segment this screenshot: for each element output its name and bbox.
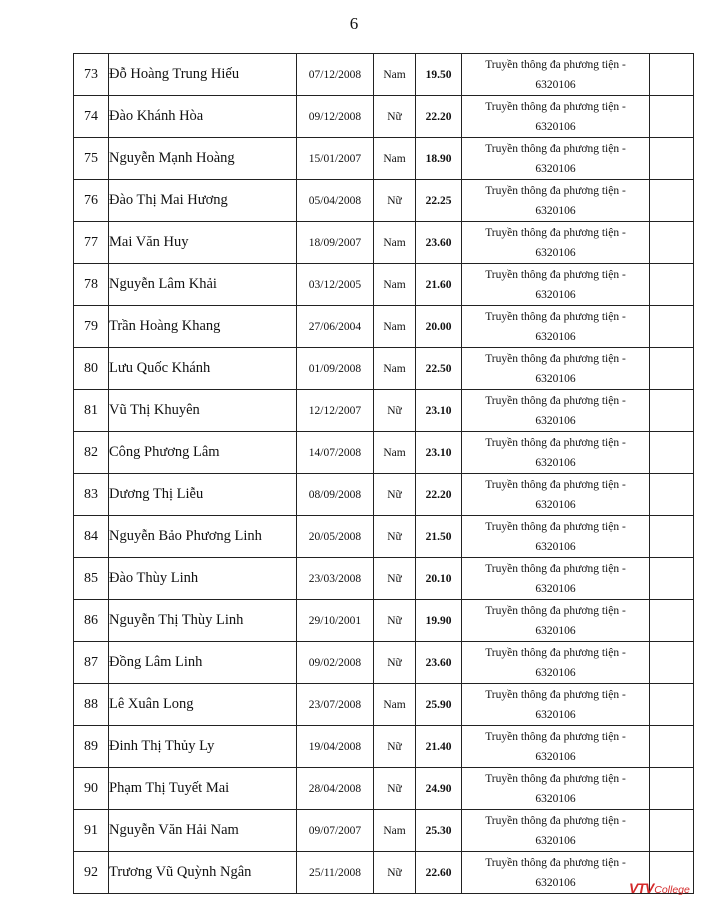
score: 18.90 [416, 138, 462, 180]
major-cell [462, 600, 650, 642]
student-name: Nguyễn Thị Thùy Linh [109, 600, 297, 642]
logo-word: College [654, 884, 690, 896]
major-code: 6320106 [535, 708, 576, 721]
row-number: 76 [74, 180, 109, 222]
note-cell [650, 642, 694, 684]
student-name: Nguyễn Lâm Khải [109, 264, 297, 306]
score: 24.90 [416, 768, 462, 810]
major-name: Truyền thông đa phương tiện - [485, 646, 626, 659]
score: 20.10 [416, 558, 462, 600]
major-name: Truyền thông đa phương tiện - [485, 730, 626, 743]
student-name: Đinh Thị Thủy Ly [109, 726, 297, 768]
date-of-birth: 23/03/2008 [297, 558, 374, 600]
note-cell [650, 810, 694, 852]
score: 21.40 [416, 726, 462, 768]
gender: Nữ [374, 180, 416, 222]
major-code: 6320106 [535, 624, 576, 637]
gender: Nam [374, 348, 416, 390]
row-number: 73 [74, 54, 109, 96]
major-code: 6320106 [535, 288, 576, 301]
major-code: 6320106 [535, 414, 576, 427]
row-number: 86 [74, 600, 109, 642]
major-name: Truyền thông đa phương tiện - [485, 688, 626, 701]
student-name: Đỗ Hoàng Trung Hiếu [109, 54, 297, 96]
row-number: 74 [74, 96, 109, 138]
table-row [74, 180, 694, 222]
date-of-birth: 07/12/2008 [297, 54, 374, 96]
major-cell [462, 852, 650, 894]
score: 21.60 [416, 264, 462, 306]
table-row [74, 432, 694, 474]
date-of-birth: 19/04/2008 [297, 726, 374, 768]
table-row [74, 264, 694, 306]
major-cell [462, 642, 650, 684]
row-number: 85 [74, 558, 109, 600]
major-code: 6320106 [535, 540, 576, 553]
logo-mark: VTV [629, 880, 654, 896]
student-name: Vũ Thị Khuyên [109, 390, 297, 432]
major-name: Truyền thông đa phương tiện - [485, 604, 626, 617]
student-name: Lê Xuân Long [109, 684, 297, 726]
date-of-birth: 09/07/2007 [297, 810, 374, 852]
row-number: 78 [74, 264, 109, 306]
student-name: Nguyễn Mạnh Hoàng [109, 138, 297, 180]
table-row [74, 768, 694, 810]
major-cell [462, 138, 650, 180]
note-cell [650, 348, 694, 390]
vtv-college-logo [629, 880, 690, 896]
note-cell [650, 600, 694, 642]
date-of-birth: 09/12/2008 [297, 96, 374, 138]
score: 25.90 [416, 684, 462, 726]
page-number: 6 [349, 14, 359, 33]
major-name: Truyền thông đa phương tiện - [485, 436, 626, 449]
score: 22.20 [416, 96, 462, 138]
date-of-birth: 03/12/2005 [297, 264, 374, 306]
major-name: Truyền thông đa phương tiện - [485, 268, 626, 281]
gender: Nam [374, 810, 416, 852]
note-cell [650, 54, 694, 96]
major-code: 6320106 [535, 792, 576, 805]
table-row [74, 390, 694, 432]
major-code: 6320106 [535, 78, 576, 91]
major-code: 6320106 [535, 330, 576, 343]
date-of-birth: 18/09/2007 [297, 222, 374, 264]
gender: Nữ [374, 600, 416, 642]
table-row [74, 54, 694, 96]
table-row [74, 810, 694, 852]
note-cell [650, 222, 694, 264]
gender: Nam [374, 306, 416, 348]
note-cell [650, 684, 694, 726]
gender: Nữ [374, 726, 416, 768]
major-name: Truyền thông đa phương tiện - [485, 310, 626, 323]
score: 20.00 [416, 306, 462, 348]
date-of-birth: 14/07/2008 [297, 432, 374, 474]
score: 25.30 [416, 810, 462, 852]
date-of-birth: 28/04/2008 [297, 768, 374, 810]
gender: Nữ [374, 96, 416, 138]
row-number: 81 [74, 390, 109, 432]
row-number: 75 [74, 138, 109, 180]
row-number: 83 [74, 474, 109, 516]
student-name: Phạm Thị Tuyết Mai [109, 768, 297, 810]
major-name: Truyền thông đa phương tiện - [485, 478, 626, 491]
table-row [74, 222, 694, 264]
gender: Nam [374, 684, 416, 726]
major-code: 6320106 [535, 750, 576, 763]
score: 23.10 [416, 432, 462, 474]
date-of-birth: 20/05/2008 [297, 516, 374, 558]
note-cell [650, 264, 694, 306]
table-row [74, 138, 694, 180]
major-cell [462, 306, 650, 348]
row-number: 77 [74, 222, 109, 264]
gender: Nữ [374, 558, 416, 600]
table-row [74, 852, 694, 894]
student-name: Trần Hoàng Khang [109, 306, 297, 348]
major-code: 6320106 [535, 456, 576, 469]
major-cell [462, 810, 650, 852]
gender: Nam [374, 264, 416, 306]
table-row [74, 516, 694, 558]
major-code: 6320106 [535, 246, 576, 259]
major-name: Truyền thông đa phương tiện - [485, 142, 626, 155]
major-name: Truyền thông đa phương tiện - [485, 520, 626, 533]
score: 21.50 [416, 516, 462, 558]
gender: Nữ [374, 474, 416, 516]
major-code: 6320106 [535, 834, 576, 847]
major-cell [462, 348, 650, 390]
row-number: 90 [74, 768, 109, 810]
score: 19.90 [416, 600, 462, 642]
major-cell [462, 684, 650, 726]
row-number: 89 [74, 726, 109, 768]
student-name: Nguyễn Bảo Phương Linh [109, 516, 297, 558]
major-cell [462, 390, 650, 432]
major-name: Truyền thông đa phương tiện - [485, 814, 626, 827]
major-name: Truyền thông đa phương tiện - [485, 58, 626, 71]
row-number: 91 [74, 810, 109, 852]
score: 22.20 [416, 474, 462, 516]
major-code: 6320106 [535, 120, 576, 133]
table-row [74, 474, 694, 516]
table-row [74, 600, 694, 642]
gender: Nữ [374, 516, 416, 558]
major-cell [462, 474, 650, 516]
table-row [74, 642, 694, 684]
student-name: Dương Thị Liễu [109, 474, 297, 516]
score: 23.60 [416, 222, 462, 264]
admission-results-table [73, 53, 694, 894]
major-cell [462, 768, 650, 810]
date-of-birth: 09/02/2008 [297, 642, 374, 684]
gender: Nam [374, 54, 416, 96]
note-cell [650, 474, 694, 516]
gender: Nữ [374, 852, 416, 894]
gender: Nam [374, 138, 416, 180]
major-cell [462, 726, 650, 768]
major-cell [462, 54, 650, 96]
note-cell [650, 768, 694, 810]
note-cell [650, 726, 694, 768]
major-name: Truyền thông đa phương tiện - [485, 772, 626, 785]
table-row [74, 684, 694, 726]
student-name: Đào Khánh Hòa [109, 96, 297, 138]
major-code: 6320106 [535, 498, 576, 511]
table-row [74, 348, 694, 390]
major-name: Truyền thông đa phương tiện - [485, 226, 626, 239]
row-number: 84 [74, 516, 109, 558]
note-cell [650, 180, 694, 222]
major-cell [462, 432, 650, 474]
score: 19.50 [416, 54, 462, 96]
major-cell [462, 558, 650, 600]
score: 22.60 [416, 852, 462, 894]
student-name: Nguyễn Văn Hải Nam [109, 810, 297, 852]
major-name: Truyền thông đa phương tiện - [485, 352, 626, 365]
major-cell [462, 180, 650, 222]
major-cell [462, 264, 650, 306]
major-name: Truyền thông đa phương tiện - [485, 100, 626, 113]
gender: Nữ [374, 642, 416, 684]
date-of-birth: 01/09/2008 [297, 348, 374, 390]
row-number: 88 [74, 684, 109, 726]
student-name: Công Phương Lâm [109, 432, 297, 474]
date-of-birth: 15/01/2007 [297, 138, 374, 180]
score: 23.60 [416, 642, 462, 684]
row-number: 80 [74, 348, 109, 390]
major-name: Truyền thông đa phương tiện - [485, 394, 626, 407]
date-of-birth: 12/12/2007 [297, 390, 374, 432]
major-name: Truyền thông đa phương tiện - [485, 184, 626, 197]
date-of-birth: 08/09/2008 [297, 474, 374, 516]
score: 23.10 [416, 390, 462, 432]
major-code: 6320106 [535, 876, 576, 889]
date-of-birth: 23/07/2008 [297, 684, 374, 726]
note-cell [650, 432, 694, 474]
note-cell [650, 516, 694, 558]
gender: Nam [374, 432, 416, 474]
row-number: 87 [74, 642, 109, 684]
major-code: 6320106 [535, 204, 576, 217]
row-number: 92 [74, 852, 109, 894]
major-cell [462, 516, 650, 558]
student-name: Lưu Quốc Khánh [109, 348, 297, 390]
major-name: Truyền thông đa phương tiện - [485, 856, 626, 869]
major-name: Truyền thông đa phương tiện - [485, 562, 626, 575]
score: 22.50 [416, 348, 462, 390]
note-cell [650, 138, 694, 180]
student-name: Đào Thùy Linh [109, 558, 297, 600]
major-code: 6320106 [535, 372, 576, 385]
table-row [74, 558, 694, 600]
note-cell [650, 306, 694, 348]
table-body [74, 54, 694, 894]
major-cell [462, 96, 650, 138]
note-cell [650, 390, 694, 432]
row-number: 82 [74, 432, 109, 474]
table-row [74, 96, 694, 138]
score: 22.25 [416, 180, 462, 222]
student-name: Trương Vũ Quỳnh Ngân [109, 852, 297, 894]
gender: Nam [374, 222, 416, 264]
table-row [74, 306, 694, 348]
row-number: 79 [74, 306, 109, 348]
table-row [74, 726, 694, 768]
date-of-birth: 27/06/2004 [297, 306, 374, 348]
note-cell [650, 558, 694, 600]
major-code: 6320106 [535, 666, 576, 679]
date-of-birth: 05/04/2008 [297, 180, 374, 222]
student-name: Đồng Lâm Linh [109, 642, 297, 684]
note-cell [650, 96, 694, 138]
student-name: Đào Thị Mai Hương [109, 180, 297, 222]
student-name: Mai Văn Huy [109, 222, 297, 264]
date-of-birth: 29/10/2001 [297, 600, 374, 642]
major-code: 6320106 [535, 162, 576, 175]
gender: Nữ [374, 390, 416, 432]
major-code: 6320106 [535, 582, 576, 595]
date-of-birth: 25/11/2008 [297, 852, 374, 894]
gender: Nữ [374, 768, 416, 810]
major-cell [462, 222, 650, 264]
